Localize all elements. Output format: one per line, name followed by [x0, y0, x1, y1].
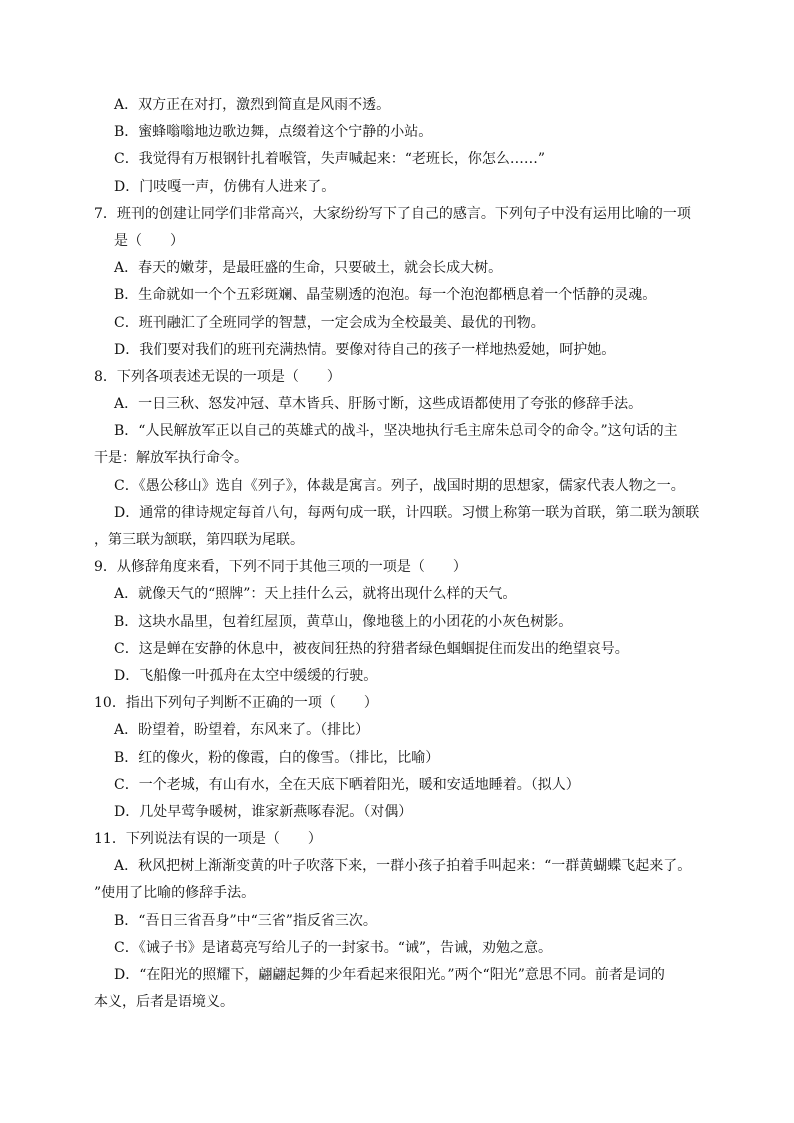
q8-option-d: D．通常的律诗规定每首八句，每两句成一联，计四联。习惯上称第一联为首联，第二联为颔联 [114, 504, 700, 521]
q8-option-c: C．《愚公移山》选自《列子》，体裁是寓言。列子，战国时期的思想家，儒家代表人物之一。 [114, 477, 685, 494]
q9-option-a: A．就像天气的“照牌”：天上挂什么云，就将出现什么样的天气。 [114, 586, 517, 603]
q6-option-a: A．双方正在对打，激烈到简直是风雨不透。 [114, 97, 391, 113]
q11-option-a: A．秋风把树上渐渐变黄的叶子吹落下来，一群小孩子拍着手叫起来：“一群黄蝴蝶飞起来了。 [114, 858, 692, 875]
q6-option-d: D．门吱嘎一声，仿佛有人进来了。 [114, 178, 336, 195]
q8-stem: 8．下列各项表述无误的一项是（ ） [94, 368, 341, 385]
q8-option-b-continued: 干是：解放军执行命令。 [94, 450, 248, 467]
q7-stem: 7．班刊的创建让同学们非常高兴，大家纷纷写下了自己的感言。下列句子中没有运用比喻的一项 [94, 205, 691, 222]
q8-option-b: B．“人民解放军正以自己的英雄式的战斗，坚决地执行毛主席朱总司令的命令。”这句话的主 [114, 423, 678, 440]
q6-option-b: B．蜜蜂嗡嗡地边歌边舞，点缀着这个宁静的小站。 [114, 124, 433, 141]
q7-option-a: A．春天的嫩芽，是最旺盛的生命，只要破土，就会长成大树。 [114, 260, 503, 277]
q9-option-b: B．这块水晶里，包着红屋顶，黄草山，像地毯上的小团花的小灰色树影。 [114, 613, 573, 630]
q11-option-d-continued: 本义，后者是语境义。 [94, 994, 234, 1011]
q7-option-b: B．生命就如一个个五彩斑斓、晶莹剔透的泡泡。每一个泡泡都栖息着一个恬静的灵魂。 [114, 287, 657, 304]
q9-option-d: D．飞船像一叶孤舟在太空中缓缓的行驶。 [114, 667, 378, 684]
q10-option-b: B．红的像火，粉的像霞，白的像雪。（排比，比喻） [114, 749, 440, 766]
q11-option-b: B．“吾日三省吾身”中“三省”指反省三次。 [114, 912, 377, 929]
page-content [94, 92, 714, 1016]
q6-option-c: C．我觉得有万根钢针扎着喉管，失声喊起来：“老班长，你怎么……” [114, 151, 546, 168]
q8-option-d-continued: ，第三联为颔联，第四联为尾联。 [94, 532, 304, 548]
q10-stem: 10．指出下列句子判断不正确的一项（ ） [94, 695, 378, 712]
q9-option-c: C．这是蝉在安静的休息中，被夜间狂热的狩猎者绿色蝈蝈捉住而发出的绝望哀号。 [114, 640, 629, 657]
q11-option-d: D．“在阳光的照耀下，翩翩起舞的少年看起来很阳光。”两个“阳光”意思不同。前者是词的 [114, 967, 665, 983]
q9-stem: 9．从修辞角度来看，下列不同于其他三项的一项是（ ） [94, 559, 467, 576]
q8-option-a: A．一日三秋、怒发冲冠、草木皆兵、肝肠寸断，这些成语都使用了夸张的修辞手法。 [114, 396, 643, 413]
q10-option-d: D．几处早莺争暖树，谁家新燕啄春泥。（对偶） [114, 803, 413, 820]
q7-option-d: D．我们要对我们的班刊充满热情。要像对待自己的孩子一样地热爱她，呵护她。 [114, 341, 616, 358]
q10-option-c: C．一个老城，有山有水，全在天底下晒着阳光，暖和安适地睡着。（拟人） [114, 776, 580, 793]
q11-option-a-continued: ”使用了比喻的修辞手法。 [94, 885, 256, 902]
q11-option-c: C．《诫子书》是诸葛亮写给儿子的一封家书。“诫”，告诫，劝勉之意。 [114, 939, 553, 956]
q11-stem: 11．下列说法有误的一项是（ ） [94, 831, 322, 848]
q7-option-c: C．班刊融汇了全班同学的智慧，一定会成为全校最美、最优的刊物。 [114, 314, 545, 331]
q7-stem-continued: 是（ ） [114, 232, 184, 249]
q10-option-a: A．盼望着，盼望着，东风来了。（排比） [114, 722, 370, 739]
